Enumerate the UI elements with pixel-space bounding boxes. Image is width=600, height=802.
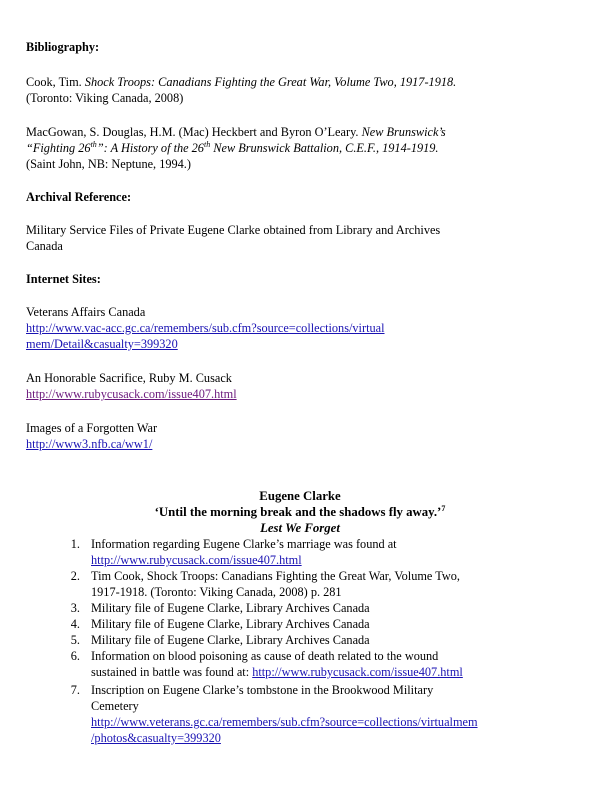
site-1-link-line1[interactable]: http://www.vac-acc.gc.ca/remembers/sub.cfm?source=collections/virtual bbox=[26, 321, 385, 335]
internet-heading: Internet Sites: bbox=[26, 272, 101, 286]
note-2-text-line1: Tim Cook, Shock Troops: Canadians Fighting the Great War, Volume Two, bbox=[91, 569, 460, 583]
note-7-text-line1: Inscription on Eugene Clarke’s tombstone in the Brookwood Military bbox=[91, 683, 434, 697]
site-1-link-line2[interactable]: mem/Detail&casualty=399320 bbox=[26, 337, 178, 351]
memorial-quote bbox=[0, 504, 600, 520]
memorial-name: Eugene Clarke bbox=[259, 489, 341, 503]
note-6-text-line1: Information on blood poisoning as cause of death related to the wound bbox=[91, 649, 439, 663]
site-2-name: An Honorable Sacrifice, Ruby M. Cusack bbox=[26, 371, 232, 385]
bib-entry-1-title: Shock Troops: Canadians Fighting the Great War, Volume Two, 1917-1918. bbox=[84, 75, 457, 89]
archival-heading: Archival Reference: bbox=[26, 190, 132, 204]
bib-entry-2-title-part2b: ”: A History of the 26 bbox=[96, 141, 204, 155]
bib-entry-1-pub: (Toronto: Viking Canada, 2008) bbox=[26, 91, 184, 105]
note-6-text-line2 bbox=[91, 664, 463, 680]
note-1-link[interactable]: http://www.rubycusack.com/issue407.html bbox=[91, 553, 302, 567]
note-7-link-line2[interactable]: /photos&casualty=399320 bbox=[91, 731, 221, 745]
bib-entry-1-author: Cook, Tim. bbox=[26, 75, 82, 89]
note-4-text: Military file of Eugene Clarke, Library Archives Canada bbox=[91, 617, 370, 631]
site-2-link[interactable]: http://www.rubycusack.com/issue407.html bbox=[26, 387, 237, 401]
bib-entry-2-title-part2a: “Fighting 26 bbox=[26, 141, 91, 155]
note-5-text: Military file of Eugene Clarke, Library Archives Canada bbox=[91, 633, 370, 647]
bib-entry-2-sup2: th bbox=[203, 140, 211, 149]
note-6-link[interactable]: http://www.rubycusack.com/issue407.html bbox=[252, 665, 463, 679]
memorial-motto bbox=[0, 520, 600, 536]
note-6-number: 6. bbox=[70, 649, 80, 663]
note-7-number: 7. bbox=[70, 683, 80, 697]
note-1-text: Information regarding Eugene Clarke’s marriage was found at bbox=[91, 537, 397, 551]
memorial-motto-text: Lest We Forget bbox=[260, 521, 340, 535]
memorial-quote-text: ‘Until the morning break and the shadows fly away.’ bbox=[154, 505, 442, 519]
site-3-link[interactable]: http://www3.nfb.ca/ww1/ bbox=[26, 437, 153, 451]
note-6-text-line2-lead: sustained in battle was found at: bbox=[91, 665, 250, 679]
note-3-text: Military file of Eugene Clarke, Library Archives Canada bbox=[91, 601, 370, 615]
note-7-link-line1[interactable]: http://www.veterans.gc.ca/remembers/sub.cfm?source=collections/virtualmem bbox=[91, 715, 478, 729]
bib-entry-2-line1 bbox=[26, 124, 446, 140]
note-5-number: 5. bbox=[70, 633, 80, 647]
note-7-text-line2: Cemetery bbox=[91, 699, 139, 713]
archival-line2: Canada bbox=[26, 239, 63, 253]
note-2-text-line2: 1917-1918. (Toronto: Viking Canada, 2008) p. 281 bbox=[91, 585, 342, 599]
bib-entry-2-pub: (Saint John, NB: Neptune, 1994.) bbox=[26, 157, 191, 171]
note-1-number: 1. bbox=[70, 537, 80, 551]
bib-entry-2-sup1: th bbox=[90, 140, 97, 149]
note-2-number: 2. bbox=[70, 569, 80, 583]
bib-entry-2-title-part1: New Brunswick’s bbox=[361, 125, 446, 139]
site-3-name: Images of a Forgotten War bbox=[26, 421, 158, 435]
bib-entry-2-author: MacGowan, S. Douglas, H.M. (Mac) Heckbert and Byron O’Leary. bbox=[26, 125, 359, 139]
bib-entry-2-line2 bbox=[26, 140, 439, 156]
note-4-number: 4. bbox=[70, 617, 80, 631]
bibliography-heading: Bibliography: bbox=[26, 40, 100, 54]
bib-entry-2-title-part2c: New Brunswick Battalion, C.E.F., 1914-1919. bbox=[213, 141, 439, 155]
site-1-name: Veterans Affairs Canada bbox=[26, 305, 146, 319]
note-3-number: 3. bbox=[70, 601, 80, 615]
bib-entry-1-line1 bbox=[26, 74, 456, 90]
archival-line1: Military Service Files of Private Eugene Clarke obtained from Library and Archives bbox=[26, 223, 441, 237]
memorial-quote-footnote-ref: 7 bbox=[441, 504, 446, 513]
